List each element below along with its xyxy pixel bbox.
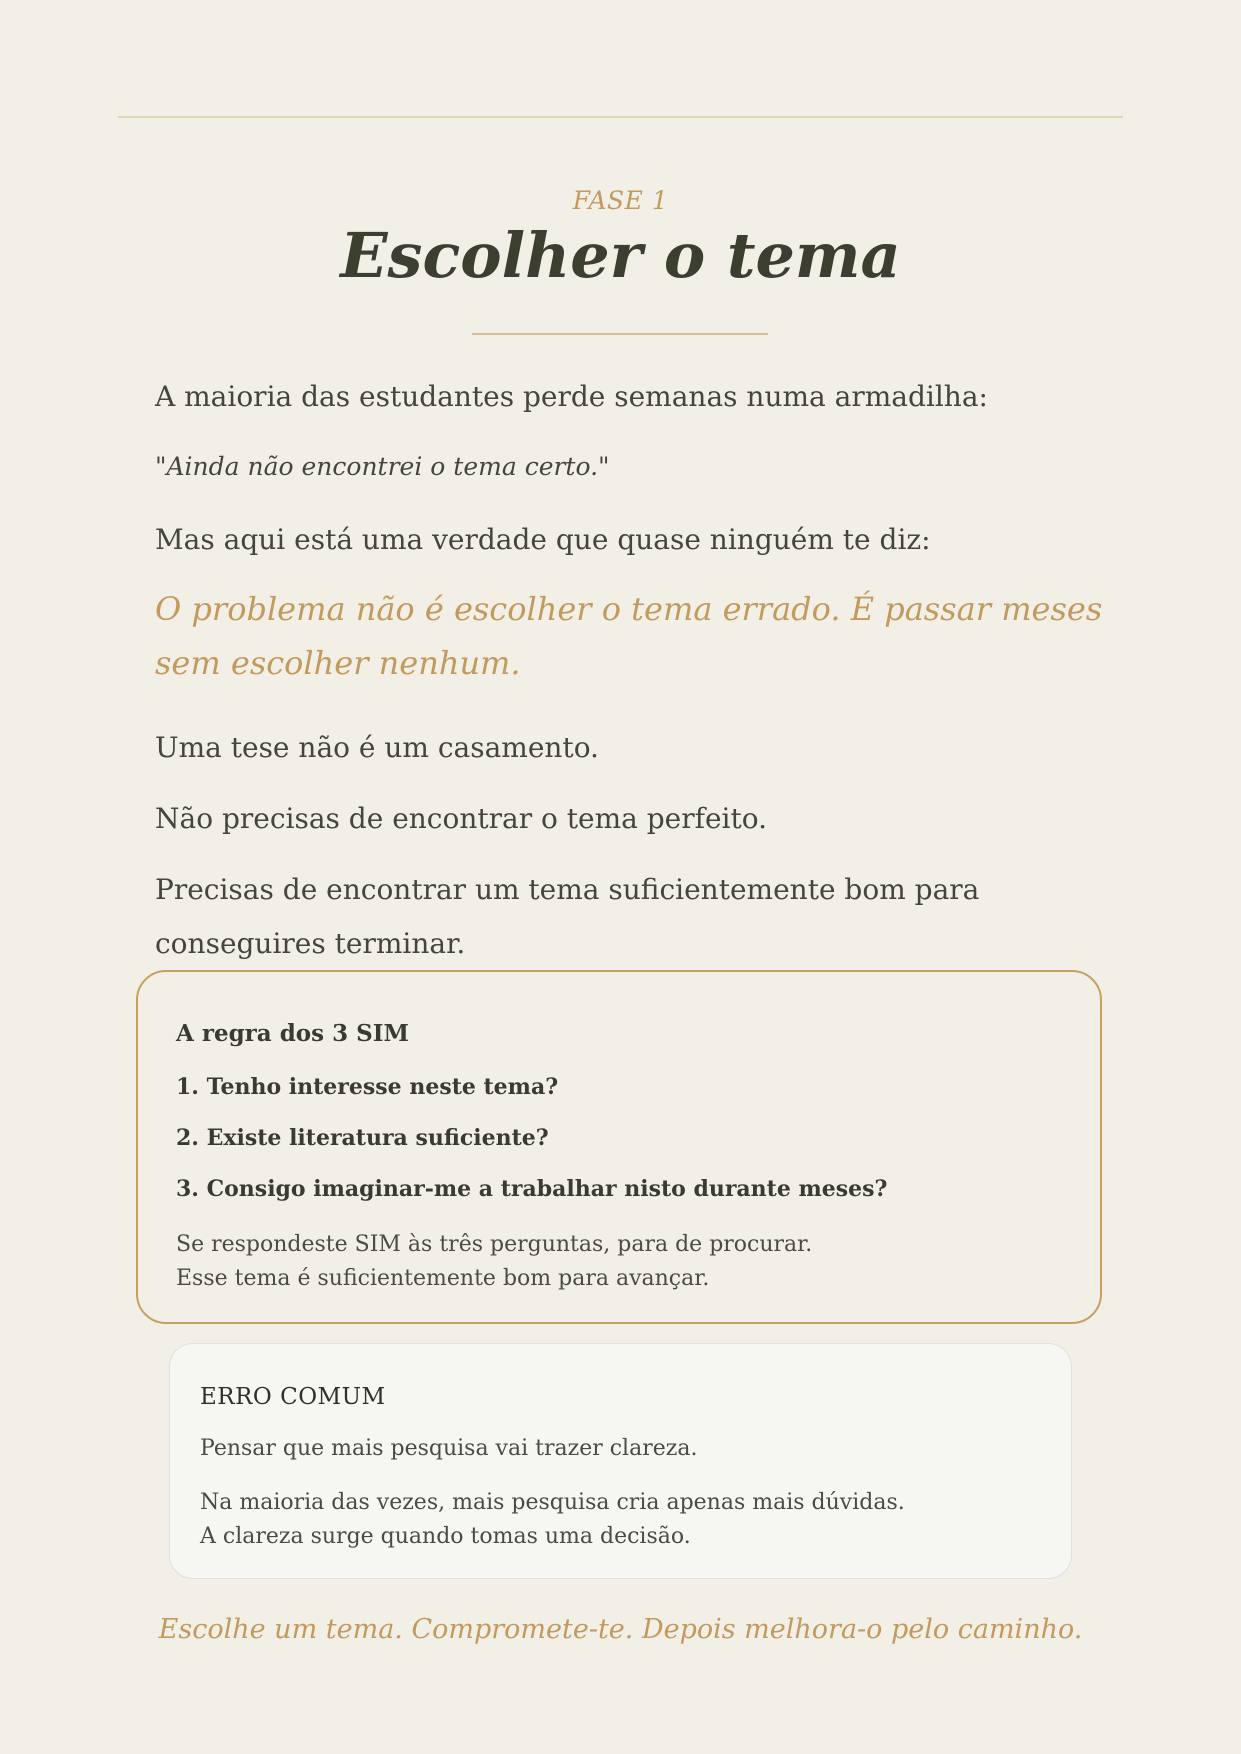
common-error-box xyxy=(169,1343,1072,1579)
rule-question-1: 1. Tenho interesse neste tema? xyxy=(176,1074,559,1100)
error-line-1: Na maioria das vezes, mais pesquisa cria apenas mais dúvidas. xyxy=(200,1490,905,1515)
rule-question-3: 3. Consigo imaginar-me a trabalhar nisto durante meses? xyxy=(176,1176,888,1202)
rule-question-2: 2. Existe literatura suficiente? xyxy=(176,1125,549,1151)
intro-paragraph-1: A maioria das estudantes perde semanas numa armadilha: xyxy=(155,380,988,413)
intro-paragraph-2: Mas aqui está uma verdade que quase ninguém te diz: xyxy=(155,523,931,556)
rule-of-three-box xyxy=(136,970,1102,1324)
error-box-title: ERRO COMUM xyxy=(200,1384,386,1410)
rule-box-title: A regra dos 3 SIM xyxy=(176,1020,409,1047)
key-statement: O problema não é escolher o tema errado. É passar meses sem escolher nenhum. xyxy=(155,590,1103,682)
top-divider xyxy=(118,116,1123,118)
rule-note-line-2: Esse tema é suficientemente bom para avançar. xyxy=(176,1266,710,1291)
error-paragraph-2 xyxy=(200,1486,905,1554)
intro-paragraph-4: Não precisas de encontrar o tema perfeito. xyxy=(155,802,767,835)
rule-question-list xyxy=(176,1072,887,1225)
rule-note-line-1: Se respondeste SIM às três perguntas, para de procurar. xyxy=(176,1232,813,1257)
page-title: Escolher o tema xyxy=(340,219,901,292)
intro-paragraph-5: Precisas de encontrar um tema suficientemente bom para conseguires terminar. xyxy=(155,873,980,960)
title-divider xyxy=(472,333,768,335)
rule-box-note xyxy=(176,1228,812,1296)
intro-quote: "Ainda não encontrei o tema certo." xyxy=(155,452,610,481)
phase-label: FASE 1 xyxy=(572,186,669,215)
error-paragraph-1: Pensar que mais pesquisa vai trazer clareza. xyxy=(200,1436,698,1461)
closing-statement: Escolhe um tema. Compromete-te. Depois melhora-o pelo caminho. xyxy=(158,1614,1083,1645)
intro-paragraph-3: Uma tese não é um casamento. xyxy=(155,731,599,764)
error-line-2: A clareza surge quando tomas uma decisão. xyxy=(200,1524,691,1549)
